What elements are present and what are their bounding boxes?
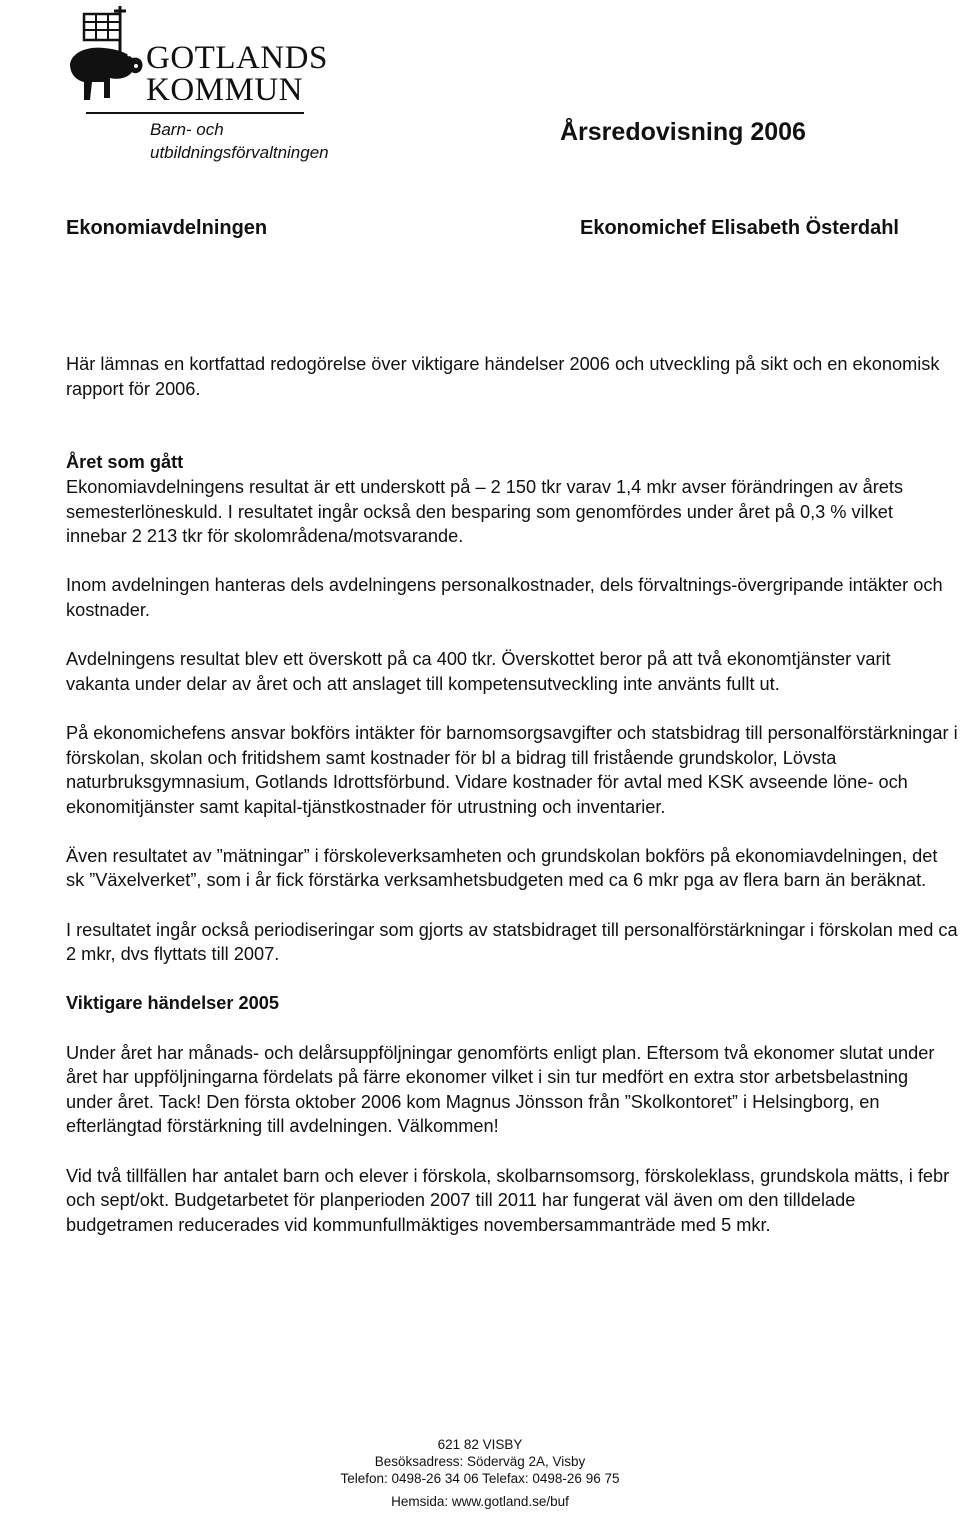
department-line-2: utbildningsförvaltningen — [150, 143, 329, 162]
gotlands-kommun-logo — [62, 2, 328, 108]
logo-line-1: GOTLANDS — [146, 40, 328, 76]
paragraph-responsibility: På ekonomichefens ansvar bokförs intäkter för barnomsorgsavgifter och statsbidrag till personalförstärkningar i förskolan, skolan och fritidshem samt kostnader för bl a bidrag till fristående grundskolor, Lövsta naturbruksgymnasium, Gotlands Idrottsförbund. Vidare kostnader för avtal med KSK avseende löne- och ekonomitjänster samt kapital-tjänstkostnader för utrustning och inventarier. — [66, 722, 958, 817]
page-footer — [0, 1436, 960, 1510]
logo-underline — [86, 112, 304, 114]
paragraph-department-scope: Inom avdelningen hanteras dels avdelningens personalkostnader, dels förvaltnings-övergripande intäkter och kostnader. — [66, 575, 943, 620]
paragraph-measurements: Även resultatet av ”mätningar” i förskoleverksamheten och grundskolan bokförs på ekonomiavdelningen, det sk ”Växelverket”, som i år fick förstärka verksamhetsbudgeten med ca 6 mkr pga av flera barn än beräknat. — [66, 845, 938, 891]
footer-postal: 621 82 VISBY — [437, 1437, 523, 1452]
intro-paragraph: Här lämnas en kortfattad redogörelse över viktigare händelser 2006 och utveckling på sikt och en ekonomisk rapport för 2006. — [66, 354, 940, 399]
paragraph-surplus: Avdelningens resultat blev ett överskott på ca 400 tkr. Överskottet beror på att två ekonomtjänster varit vakanta under delar av året och att anslaget till kompetensutveckling inte använts fullt ut. — [66, 649, 891, 694]
section-heading-events: Viktigare händelser 2005 — [66, 993, 279, 1014]
paragraph-accruals: I resultatet ingår också periodiseringar som gjorts av statsbidraget till personalförstärkningar i förskolan med ca 2 mkr, dvs flyttats till 2007. — [66, 919, 958, 965]
footer-phone: Telefon: 0498-26 34 06 Telefax: 0498-26 96 75 — [340, 1471, 620, 1486]
paragraph-budget: Vid två tillfällen har antalet barn och elever i förskola, skolbarnsomsorg, förskoleklass, grundskola mätts, i febr och sept/okt. Budgetarbetet för planperioden 2007 till 2011 har fungerat väl även om den tilldelade budgetramen reducerades vid kommunfullmäktiges novembersammanträde med 5 mkr. — [66, 1165, 950, 1235]
logo-line-2: KOMMUN — [146, 72, 304, 108]
document-body — [66, 352, 958, 1237]
footer-website: Hemsida: www.gotland.se/buf — [391, 1494, 569, 1509]
paragraph-followups: Under året har månads- och delårsuppföljningar genomförts enligt plan. Eftersom två ekonomer slutat under året har uppföljningarna fördelats på färre ekonomer vilket i sin tur medfört en extra stor arbetsbelastning under året. Tack! Den första oktober 2006 kom Magnus Jönsson från ”Skolkontoret” i Helsingborg, en efterlängtad förstärkning till avdelningen. Välkommen! — [66, 1042, 935, 1137]
footer-visit-address: Besöksadress: Söderväg 2A, Visby — [374, 1454, 586, 1469]
author-name: Ekonomichef Elisabeth Österdahl — [580, 217, 899, 239]
department-line-1: Barn- och — [150, 120, 224, 139]
department-name — [150, 118, 329, 164]
section-heading-year: Året som gått — [66, 452, 184, 473]
report-title: Årsredovisning 2006 — [560, 118, 806, 146]
unit-name: Ekonomiavdelningen — [66, 217, 268, 239]
paragraph-result: Ekonomiavdelningens resultat är ett underskott på – 2 150 tkr varav 1,4 mkr avser förändringen av årets semesterlöneskuld. I resultatet ingår också den besparing som genomfördes under året på 0,3 % vilket innebar 2 213 tkr för skolområdena/motsvarande. — [66, 476, 904, 547]
ram-emblem-icon — [62, 2, 146, 106]
